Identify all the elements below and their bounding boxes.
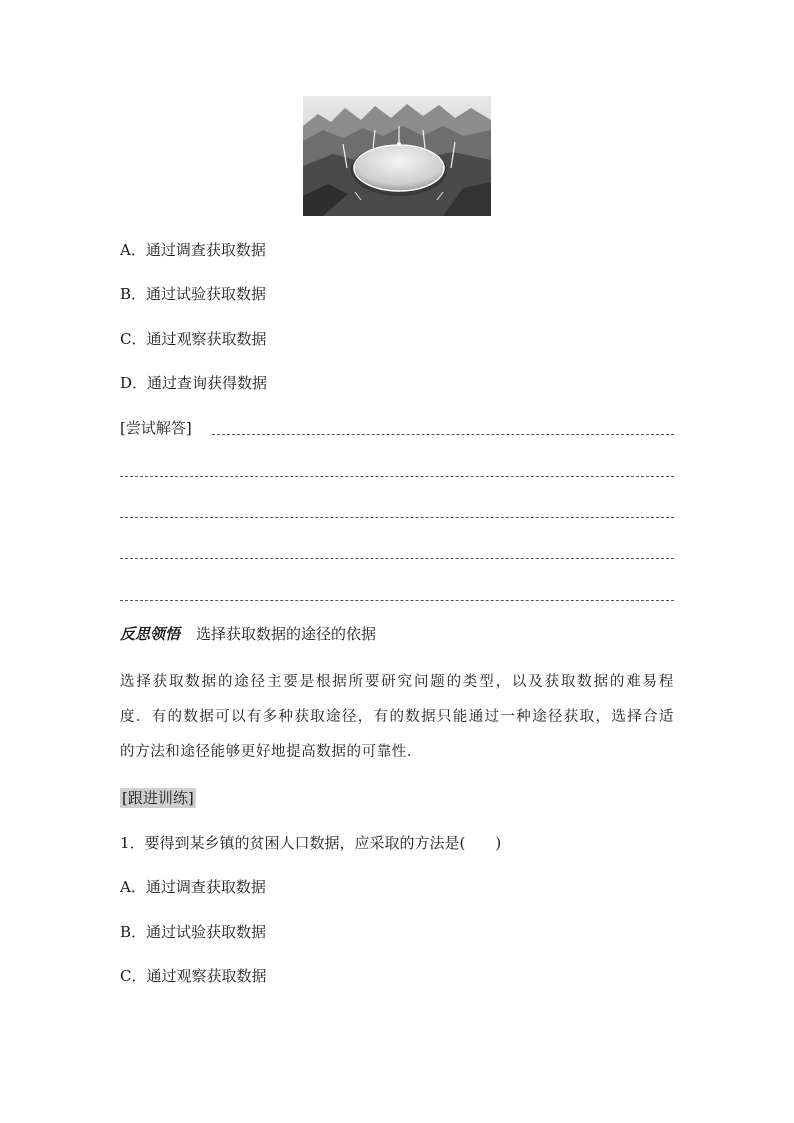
reflection-heading xyxy=(120,624,376,644)
reflection-line-3: 的方法和途径能够更好地提高数据的可靠性． xyxy=(120,744,422,760)
option-a: A．通过调查获取数据 xyxy=(120,241,266,259)
reflection-line-2: 度．有的数据可以有多种获取途径，有的数据只能通过一种途径获取，选择合适 xyxy=(120,709,674,725)
question-option-c: C．通过观察获取数据 xyxy=(120,967,267,985)
option-b: B．通过试验获取数据 xyxy=(120,285,267,303)
answer-line-5[interactable] xyxy=(120,600,674,601)
reflection-line-1: 选择获取数据的途径主要是根据所要研究问题的类型，以及获取数据的难易程 xyxy=(120,674,674,690)
question-option-b: B．通过试验获取数据 xyxy=(120,923,267,941)
answer-line-4[interactable] xyxy=(120,558,674,559)
answer-line-3[interactable] xyxy=(120,517,674,518)
question-option-a: A．通过调查获取数据 xyxy=(120,878,266,896)
reflection-title: 选择获取数据的途径的依据 xyxy=(196,625,377,643)
follow-training-label: [跟进训练] xyxy=(122,789,194,807)
reflection-tag: 反思领悟 xyxy=(120,625,181,643)
option-d: D．通过查询获得数据 xyxy=(120,374,268,392)
answer-line-2[interactable] xyxy=(120,476,674,477)
question-stem: 1．要得到某乡镇的贫困人口数据，应采取的方法是( ) xyxy=(120,834,502,852)
try-answer-label: [尝试解答] xyxy=(120,419,192,437)
option-c: C．通过观察获取数据 xyxy=(120,330,267,348)
telescope-image xyxy=(303,96,491,216)
answer-line-1[interactable] xyxy=(212,434,674,435)
telescope-photo xyxy=(303,96,491,216)
